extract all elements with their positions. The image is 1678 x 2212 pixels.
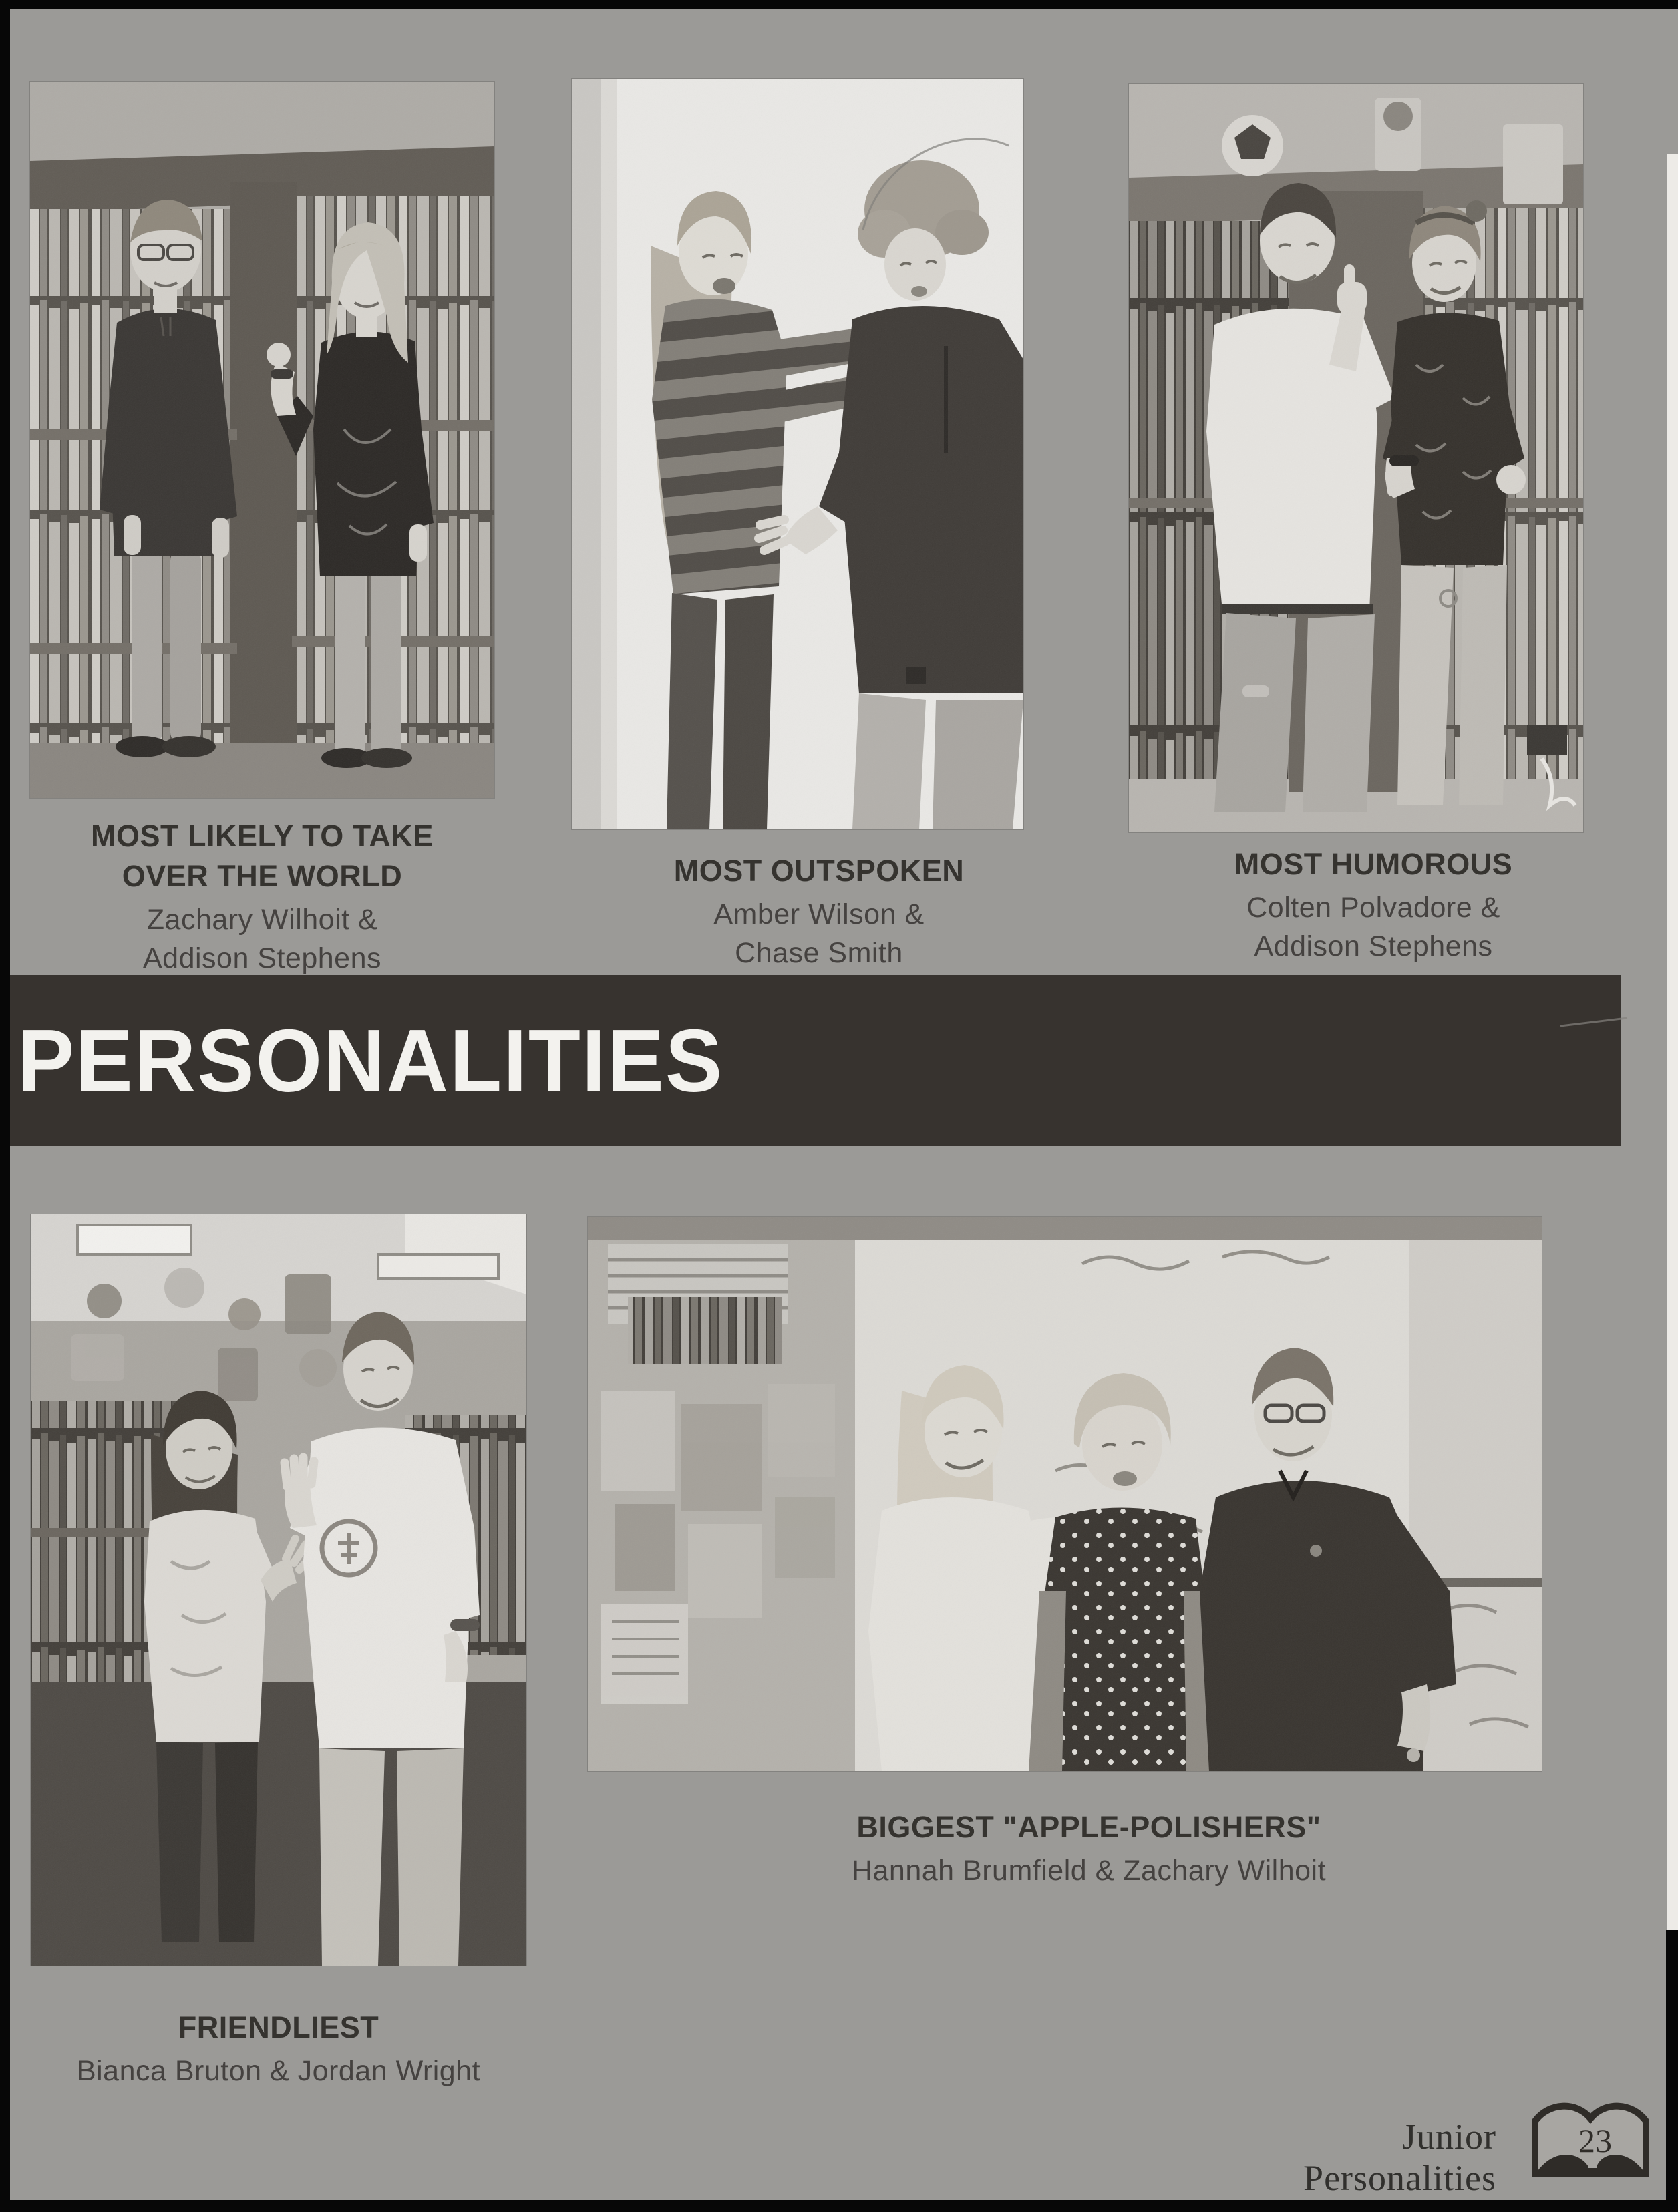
title-line: BIGGEST "APPLE-POLISHERS" xyxy=(856,1810,1321,1844)
title-line: MOST HUMOROUS xyxy=(1234,847,1513,881)
photo-apple-polishers-illustration xyxy=(588,1217,1542,1771)
superlative-title xyxy=(1146,844,1601,884)
caption-friendliest xyxy=(31,2008,526,2090)
names-line: Bianca Bruton & Jordan Wright xyxy=(76,2055,481,2087)
names-line: Chase Smith xyxy=(735,937,903,969)
superlative-title xyxy=(612,1807,1566,1847)
photo-most-likely-illustration xyxy=(30,82,494,798)
caption-most-likely-to-take-over-the-world xyxy=(30,816,494,978)
superlative-names xyxy=(612,1851,1566,1890)
title-line: MOST OUTSPOKEN xyxy=(673,854,965,888)
banner-title: PERSONALITIES xyxy=(17,1010,724,1111)
photo-biggest-apple-polishers xyxy=(588,1217,1542,1771)
superlative-title xyxy=(31,2008,526,2048)
photo-most-outspoken-illustration xyxy=(572,79,1023,830)
names-line: Colten Polvadore & xyxy=(1246,892,1500,924)
personalities-banner xyxy=(0,975,1621,1146)
title-line: FRIENDLIEST xyxy=(178,2010,379,2044)
superlative-title xyxy=(593,851,1045,891)
superlative-title xyxy=(30,816,494,896)
superlative-names xyxy=(1146,888,1601,966)
scan-edge-top xyxy=(0,0,1678,9)
title-line: MOST LIKELY TO TAKE xyxy=(91,819,434,853)
photo-most-humorous-illustration xyxy=(1129,84,1583,832)
scan-edge-left xyxy=(0,0,10,2212)
superlative-names xyxy=(593,895,1045,972)
caption-most-humorous xyxy=(1146,844,1601,966)
page-edge-right xyxy=(1667,154,1678,1944)
names-line: Amber Wilson & xyxy=(713,898,925,930)
names-line: Addison Stephens xyxy=(142,942,382,974)
photo-most-outspoken xyxy=(572,79,1023,830)
title-line: OVER THE WORLD xyxy=(122,859,403,893)
names-line: Zachary Wilhoit & xyxy=(146,904,378,936)
photo-most-humorous xyxy=(1129,84,1583,832)
photo-friendliest-illustration xyxy=(31,1214,526,1966)
photo-most-likely-to-take-over-the-world xyxy=(30,82,494,798)
superlative-names xyxy=(30,900,494,978)
scan-edge-right xyxy=(1666,1930,1678,2212)
caption-most-outspoken xyxy=(593,851,1045,972)
footer-section-label: Junior Personalities xyxy=(1303,2116,1496,2198)
superlative-names xyxy=(31,2052,526,2090)
open-book-icon xyxy=(1528,2097,1653,2180)
page-number: 23 xyxy=(1578,2122,1612,2159)
caption-biggest-apple-polishers xyxy=(612,1807,1566,1890)
scan-edge-bottom xyxy=(0,2200,1678,2212)
photo-friendliest xyxy=(31,1214,526,1966)
names-line: Hannah Brumfield & Zachary Wilhoit xyxy=(851,1855,1327,1887)
names-line: Addison Stephens xyxy=(1254,930,1493,962)
